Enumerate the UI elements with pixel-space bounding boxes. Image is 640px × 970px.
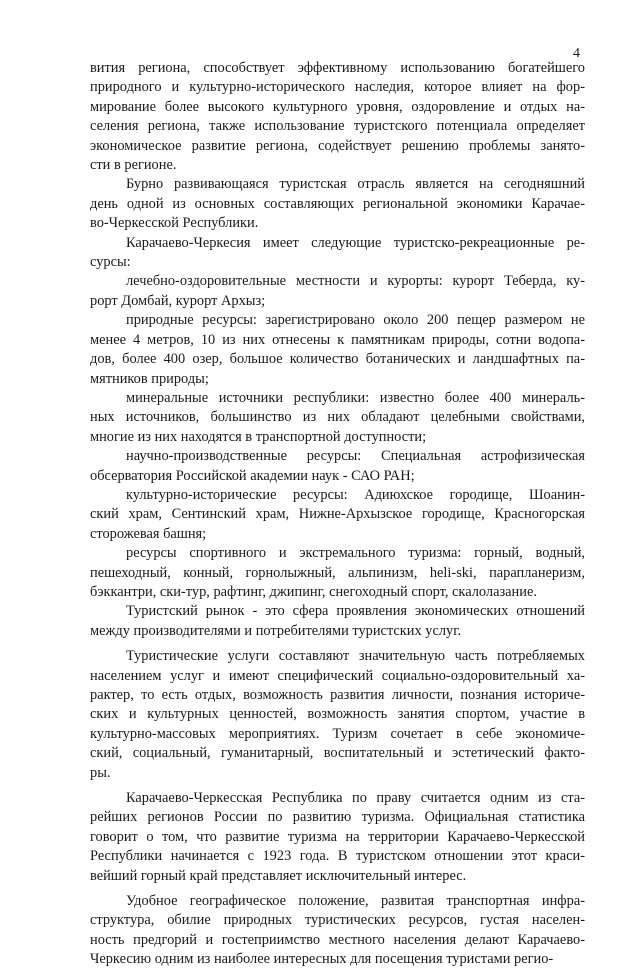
paragraph — [90, 447, 585, 486]
text-line: ных источников, большинство из них обладают целебными свойствами, — [90, 409, 585, 426]
text-line: природные ресурсы: зарегистрировано около 200 пещер размером не — [126, 312, 585, 329]
text-line: дов, более 400 озер, большое количество ботанических и ландшафтных па- — [90, 351, 585, 368]
text-line: вейший горный край представляет исключительный интерес. — [90, 867, 467, 884]
text-line: между производителями и потребителями туристских услуг. — [90, 622, 462, 639]
text-line: сти в регионе. — [90, 157, 177, 174]
paragraph — [90, 647, 585, 783]
text-line: научно-производственные ресурсы: Специальная астрофизическая — [126, 448, 585, 465]
paragraph — [90, 59, 585, 175]
text-line: культурно-массовых мероприятиях. Туризм сочетает в себе экономиче- — [90, 725, 585, 742]
text-line: Карачаево-Черкесия имеет следующие туристско-рекреационные ре- — [126, 234, 585, 251]
text-line: природного и культурно-исторического наследия, которое влияет на фор- — [90, 79, 585, 96]
text-line: ность предгорий и гостеприимство местного населения делают Карачаево- — [90, 931, 585, 948]
paragraph — [90, 234, 585, 273]
paragraph — [90, 789, 585, 886]
text-line: мятников природы; — [90, 370, 209, 387]
paragraph — [90, 389, 585, 447]
paragraph — [90, 486, 585, 544]
paragraph — [90, 602, 585, 641]
text-line: ский, социальный, гуманитарный, воспитательный и эстетический факто- — [90, 745, 585, 762]
text-line: ский храм, Сентинский храм, Нижне-Архызское городище, Красногорская — [90, 506, 585, 523]
text-line: лечебно-оздоровительные местности и курорты: курорт Теберда, ку- — [126, 273, 585, 290]
text-line: структура, обилие природных туристических ресурсов, густая населен- — [90, 912, 585, 929]
text-line: Карачаево-Черкесская Республика по праву считается одним из ста- — [126, 790, 585, 807]
text-line: мирование более высокого культурного уровня, оздоровление и отдых на- — [90, 98, 585, 115]
document-body — [90, 59, 585, 970]
paragraph — [90, 272, 585, 311]
text-line: вития региона, способствует эффективному использованию богатейшего — [90, 60, 585, 76]
text-line: рейших регионов России по развитию туризма. Официальная статистика — [90, 809, 585, 826]
text-line: культурно-исторические ресурсы: Адиюхское городище, Шоанин- — [126, 486, 585, 503]
text-line: многие из них находятся в транспортной доступности; — [90, 428, 427, 445]
paragraph — [90, 175, 585, 233]
text-line: обсерватория Российской академии наук - САО РАН; — [90, 467, 415, 484]
text-line: день одной из основных составляющих региональной экономики Карачае- — [90, 195, 585, 212]
text-line: ских и культурных ценностей, возможность занятия спортом, участие в — [90, 706, 585, 723]
text-line: рорт Домбай, курорт Архыз; — [90, 292, 266, 309]
page-number: 4 — [573, 46, 580, 61]
text-line: сурсы: — [90, 254, 131, 271]
text-line: Туристский рынок - это сфера проявления экономических отношений — [126, 603, 585, 620]
text-line: сторожевая башня; — [90, 525, 207, 542]
text-line: Туристические услуги составляют значительную часть потребляемых — [126, 648, 585, 665]
text-line: рактер, то есть отдых, возможность развития личности, познания историче- — [90, 687, 585, 703]
paragraph — [90, 311, 585, 389]
text-line: во-Черкесской Республики. — [90, 215, 259, 232]
text-line: менее 4 метров, 10 из них отнесены к памятникам природы, сотни водопа- — [90, 331, 585, 348]
text-line: бэккантри, ски-тур, рафтинг, джипинг, снегоходный спорт, скалолазание. — [90, 583, 537, 600]
text-line: Бурно развивающаяся туристская отрасль является на сегодняшний — [126, 176, 585, 193]
text-line: минеральные источники республики: известно более 400 минераль- — [126, 389, 585, 406]
text-line: селения региона, также использование туристского потенциала определяет — [90, 118, 585, 135]
text-line: пешеходный, конный, горнолыжный, альпинизм, heli-ski, парапланеризм, — [90, 564, 585, 581]
text-line: населением услуг и имеют специфический социально-оздоровительный ха- — [90, 667, 585, 684]
text-line: ры. — [90, 764, 111, 781]
text-line: экономическое развитие региона, содействует решению проблемы занято- — [90, 137, 585, 154]
text-line: говорит о том, что развитие туризма на территории Карачаево-Черкесской — [90, 828, 585, 845]
text-line: Республики начинается с 1923 года. В туристском отношении этот краси- — [90, 848, 585, 865]
text-line: ресурсы спортивного и экстремального туризма: горный, водный, — [126, 545, 585, 562]
paragraph — [90, 544, 585, 602]
paragraph — [90, 892, 585, 970]
text-line: Удобное географическое положение, развитая транспортная инфра- — [126, 893, 585, 910]
text-line: Черкесию одним из наиболее интересных для посещения туристами регио- — [90, 951, 554, 968]
